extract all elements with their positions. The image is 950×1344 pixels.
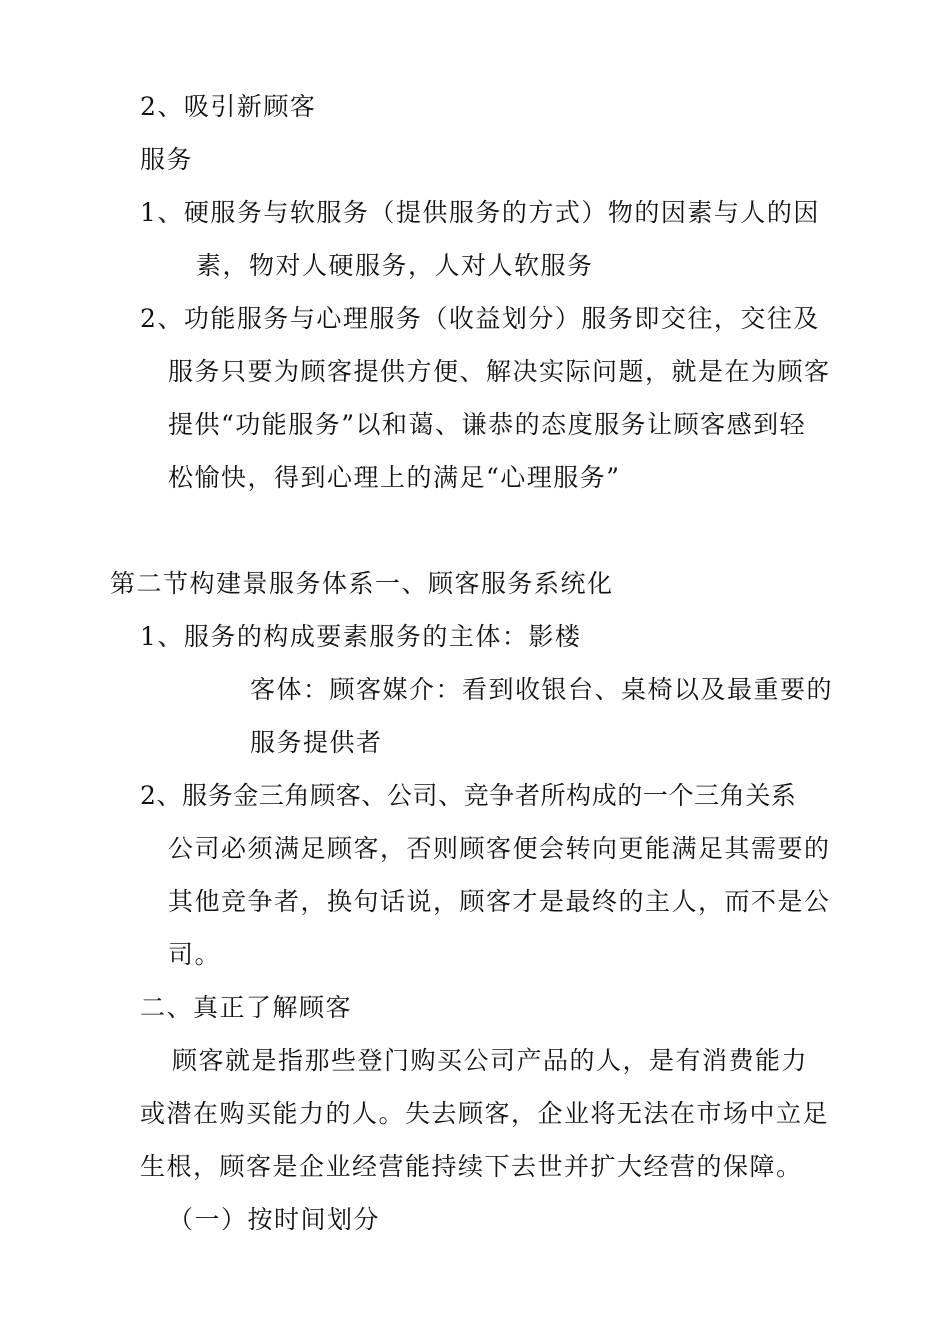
paragraph-line: 或潜在购买能力的人。失去顾客，企业将无法在市场中立足 [140,1099,830,1128]
paragraph-line: 客体：顾客媒介：看到收银台、桌椅以及最重要的 [250,675,834,704]
section-heading-understand-customers: 二、真正了解顾客 [140,993,353,1022]
subsection-heading-by-time: （一）按时间划分 [168,1205,381,1234]
paragraph-line: 松愉快，得到心理上的满足“心理服务” [168,463,621,492]
paragraph-line: 其他竞争者，换句话说，顾客才是最终的主人，而不是公 [168,887,831,916]
paragraph-line: 生根，顾客是企业经营能持续下去世并扩大经营的保障。 [140,1152,803,1181]
paragraph-line: 服务只要为顾客提供方便、解决实际问题，就是在为顾客 [168,357,831,386]
paragraph-line: 公司必须满足顾客，否则顾客便会转向更能满足其需要的 [168,834,831,863]
paragraph-line: 2、服务金三角顾客、公司、竞争者所构成的一个三角关系 [140,781,797,810]
paragraph-line: 提供“功能服务”以和蔼、谦恭的态度服务让顾客感到轻 [168,410,807,439]
paragraph-line: 素，物对人硬服务，人对人软服务 [196,251,594,280]
list-item-attract-new-customers: 2、吸引新顾客 [140,92,317,121]
paragraph-line: 1、硬服务与软服务（提供服务的方式）物的因素与人的因 [140,198,820,227]
section-title-second: 第二节构建景服务体系一、顾客服务系统化 [110,569,614,598]
section-heading-service: 服务 [140,145,194,174]
paragraph-line: 1、服务的构成要素服务的主体：影楼 [140,622,582,651]
paragraph-line: 服务提供者 [250,728,383,757]
paragraph-line: 2、功能服务与心理服务（收益划分）服务即交往，交往及 [140,304,820,333]
paragraph-line: 顾客就是指那些登门购买公司产品的人，是有消费能力 [172,1046,809,1075]
paragraph-line: 司。 [168,940,222,969]
